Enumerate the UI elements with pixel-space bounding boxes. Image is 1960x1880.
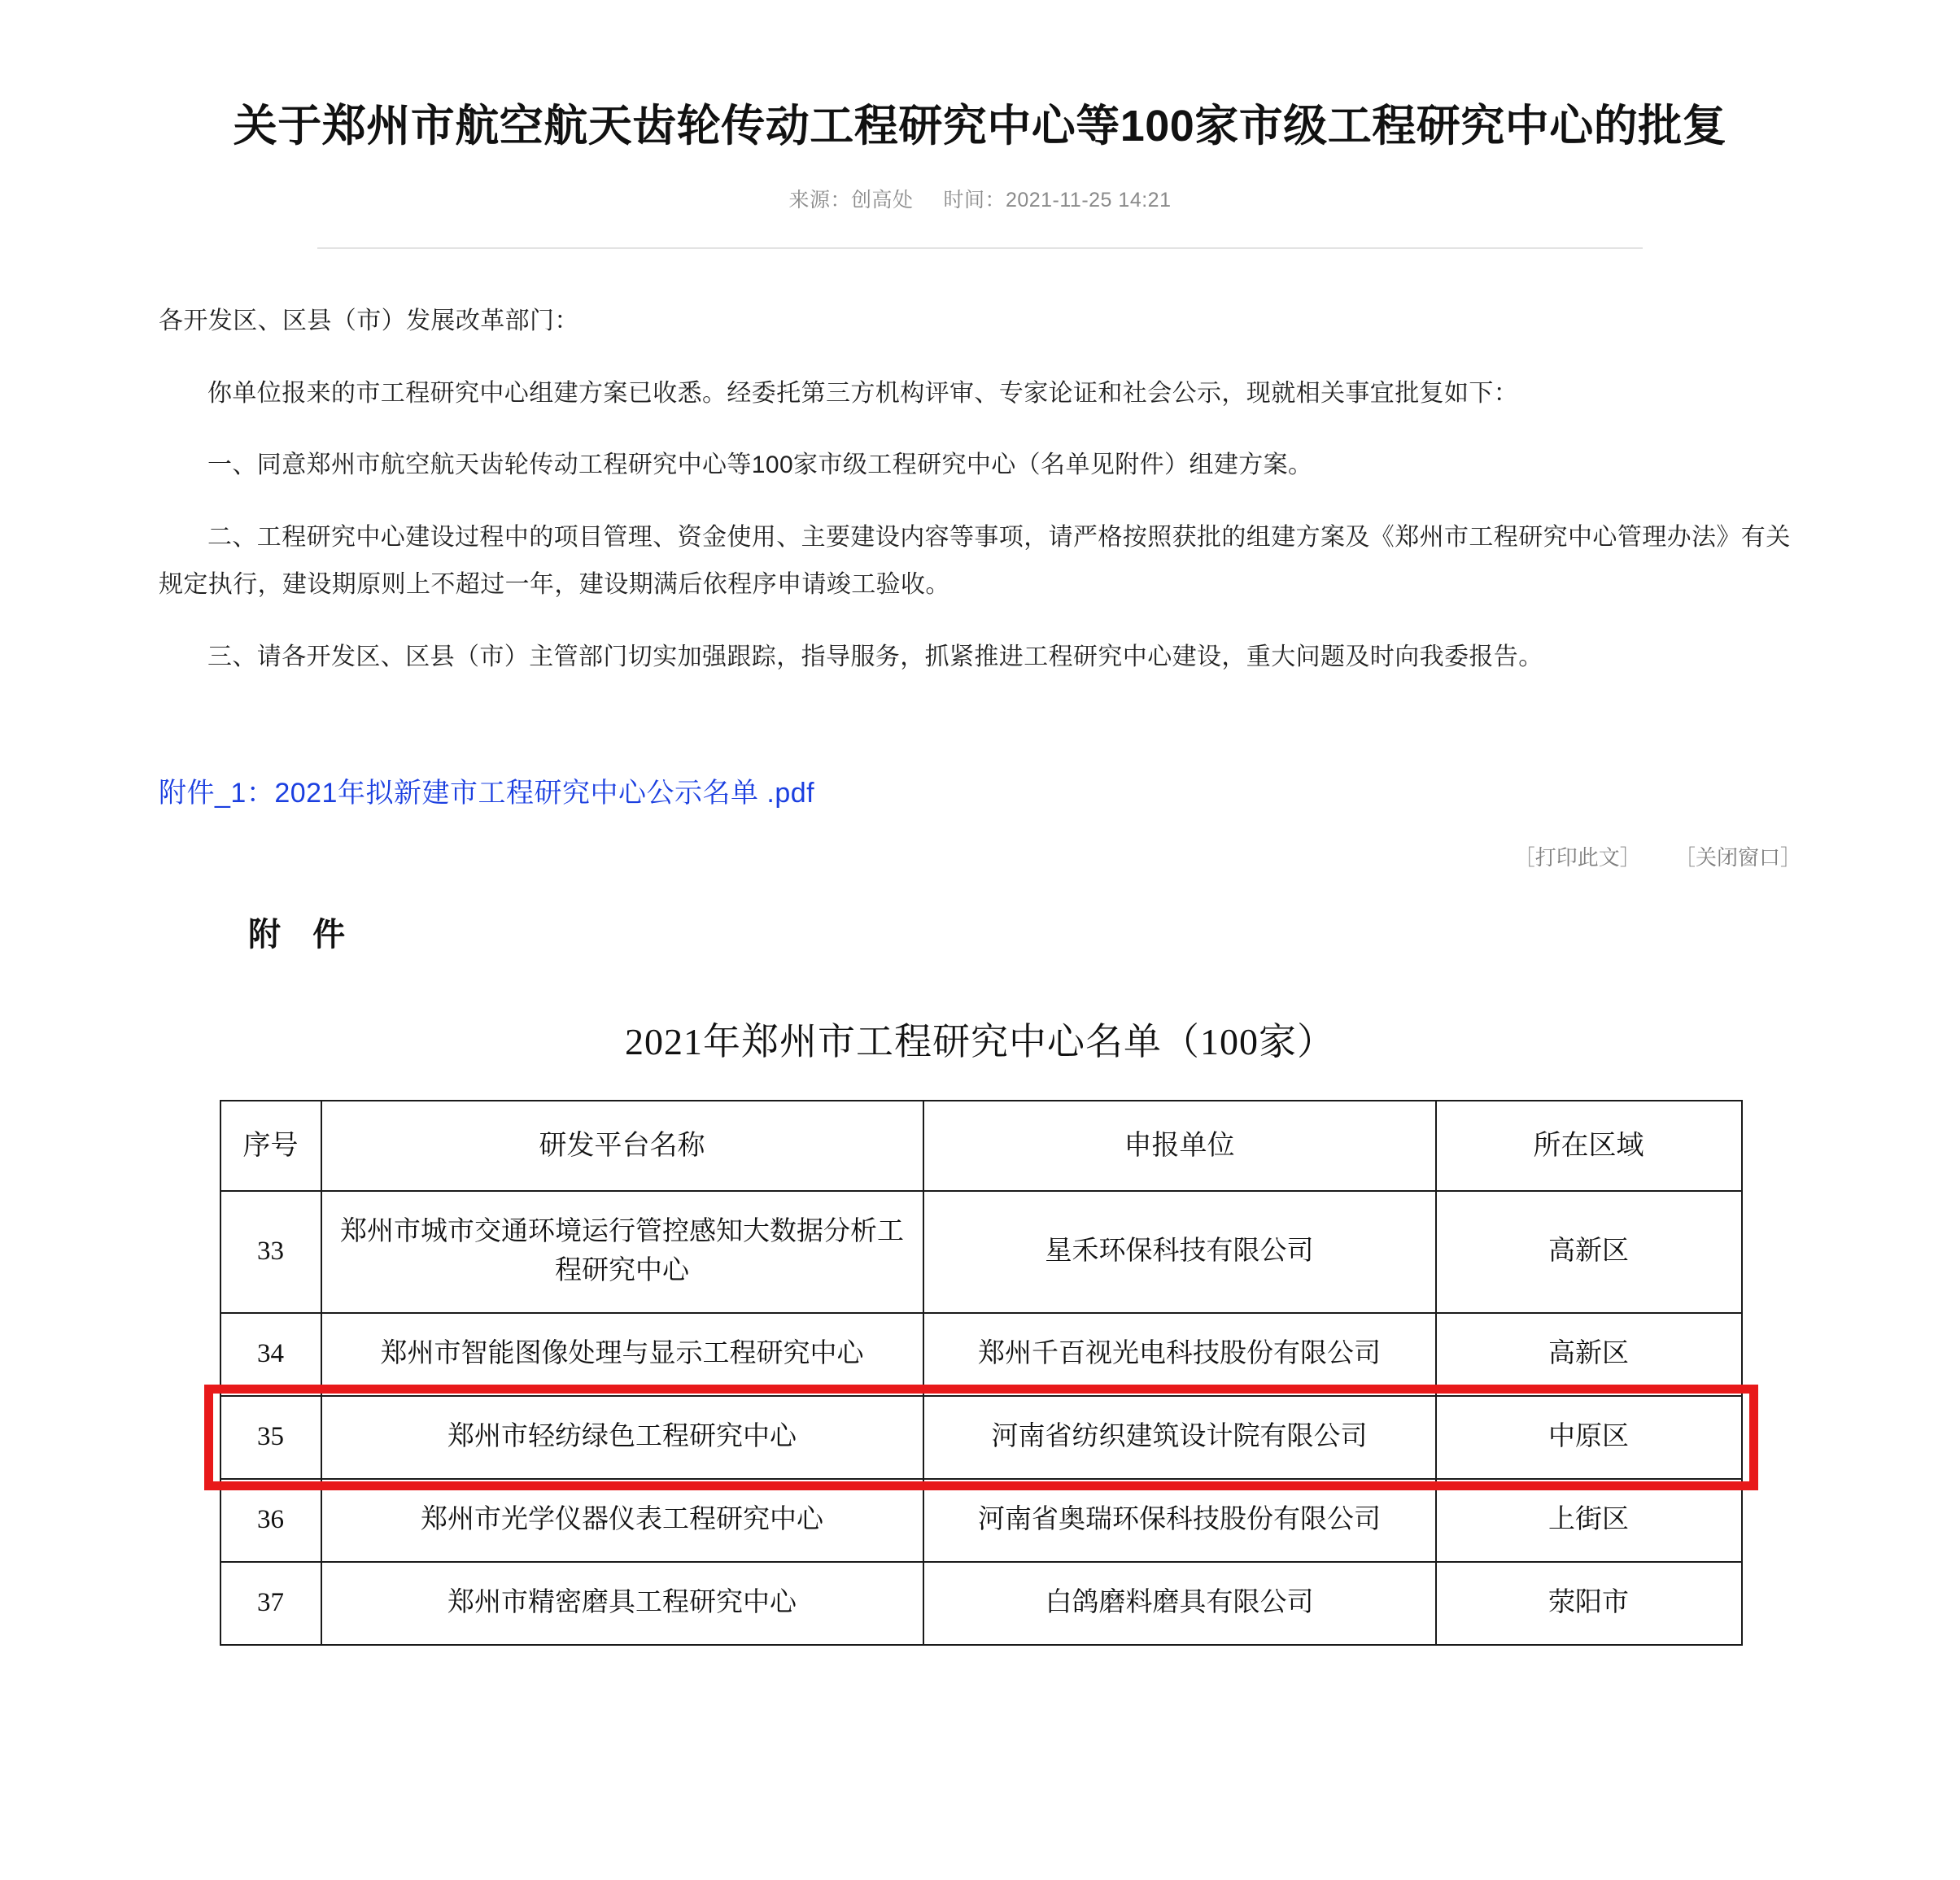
column-header-platform: 研发平台名称 (321, 1101, 923, 1191)
column-header-unit: 申报单位 (923, 1101, 1436, 1191)
document-meta (155, 184, 1805, 213)
cell-platform-name: 郑州市轻纺绿色工程研究中心 (321, 1396, 923, 1479)
document-body (0, 249, 1960, 681)
cell-index: 33 (220, 1191, 321, 1313)
document-header (0, 0, 1960, 249)
salutation: 各开发区、区县（市）发展改革部门： (159, 308, 579, 335)
cell-index: 35 (220, 1396, 321, 1479)
attachment-link[interactable]: 附件_1：2021年拟新建市工程研究中心公示名单 .pdf (159, 778, 815, 809)
print-button[interactable]: ［打印此文］ (1513, 845, 1641, 870)
page-title: 关于郑州市航空航天齿轮传动工程研究中心等100家市级工程研究中心的批复 (233, 102, 1727, 150)
table-row (220, 1396, 1742, 1479)
cell-applicant-unit: 河南省奥瑞环保科技股份有限公司 (923, 1479, 1436, 1562)
source-label: 来源：创高处 (788, 189, 914, 212)
body-paragraph-4: 三、请各开发区、区县（市）主管部门切实加强跟踪，指导服务，抓紧推进工程研究中心建设，重大问题及时向我委报告。 (207, 643, 1543, 670)
table-body (220, 1191, 1742, 1644)
column-header-area: 所在区域 (1436, 1101, 1742, 1191)
cell-area: 荥阳市 (1436, 1562, 1742, 1645)
table-zone (220, 1100, 1741, 1645)
table-header-row (220, 1101, 1742, 1191)
cell-applicant-unit: 郑州千百视光电科技股份有限公司 (923, 1313, 1436, 1396)
cell-area: 中原区 (1436, 1396, 1742, 1479)
time-label: 时间：2021-11-25 14:21 (943, 189, 1172, 212)
cell-platform-name: 郑州市光学仪器仪表工程研究中心 (321, 1479, 923, 1562)
body-paragraph-2: 一、同意郑州市航空航天齿轮传动工程研究中心等100家市级工程研究中心（名单见附件）组建方案。 (207, 451, 1313, 479)
cell-applicant-unit: 星禾环保科技有限公司 (923, 1191, 1436, 1313)
appendix-label (0, 871, 1960, 955)
cell-area: 高新区 (1436, 1191, 1742, 1313)
table-row (220, 1191, 1742, 1313)
cell-area: 上街区 (1436, 1479, 1742, 1562)
table-row (220, 1479, 1742, 1562)
document-actions (0, 810, 1960, 871)
attachment-section (0, 705, 1960, 810)
cell-platform-name: 郑州市智能图像处理与显示工程研究中心 (321, 1313, 923, 1396)
column-header-index: 序号 (220, 1101, 321, 1191)
cell-index: 36 (220, 1479, 321, 1562)
cell-index: 34 (220, 1313, 321, 1396)
cell-applicant-unit: 河南省纺织建筑设计院有限公司 (923, 1396, 1436, 1479)
table-row (220, 1313, 1742, 1396)
appendix-label-text: 附 件 (248, 917, 357, 953)
table-row (220, 1562, 1742, 1645)
cell-area: 高新区 (1436, 1313, 1742, 1396)
research-center-table (220, 1100, 1743, 1645)
cell-platform-name: 郑州市精密磨具工程研究中心 (321, 1562, 923, 1645)
cell-platform-name: 郑州市城市交通环境运行管控感知大数据分析工程研究中心 (321, 1191, 923, 1313)
body-paragraph-1: 你单位报来的市工程研究中心组建方案已收悉。经委托第三方机构评审、专家论证和社会公示，现就相关事宜批复如下： (207, 379, 1519, 407)
body-paragraph-3: 二、工程研究中心建设过程中的项目管理、资金使用、主要建设内容等事项，请严格按照获批的组建方案及《郑州市工程研究中心管理办法》有关规定执行，建设期原则上不超过一年，建设期满后依程序申请竣工验收。 (159, 523, 1791, 599)
bottom-spacer (0, 1646, 1960, 1768)
table-title: 2021年郑州市工程研究中心名单（100家） (625, 1021, 1335, 1063)
cell-applicant-unit: 白鸽磨料磨具有限公司 (923, 1562, 1436, 1645)
close-window-button[interactable]: ［关闭窗口］ (1674, 845, 1801, 870)
cell-index: 37 (220, 1562, 321, 1645)
